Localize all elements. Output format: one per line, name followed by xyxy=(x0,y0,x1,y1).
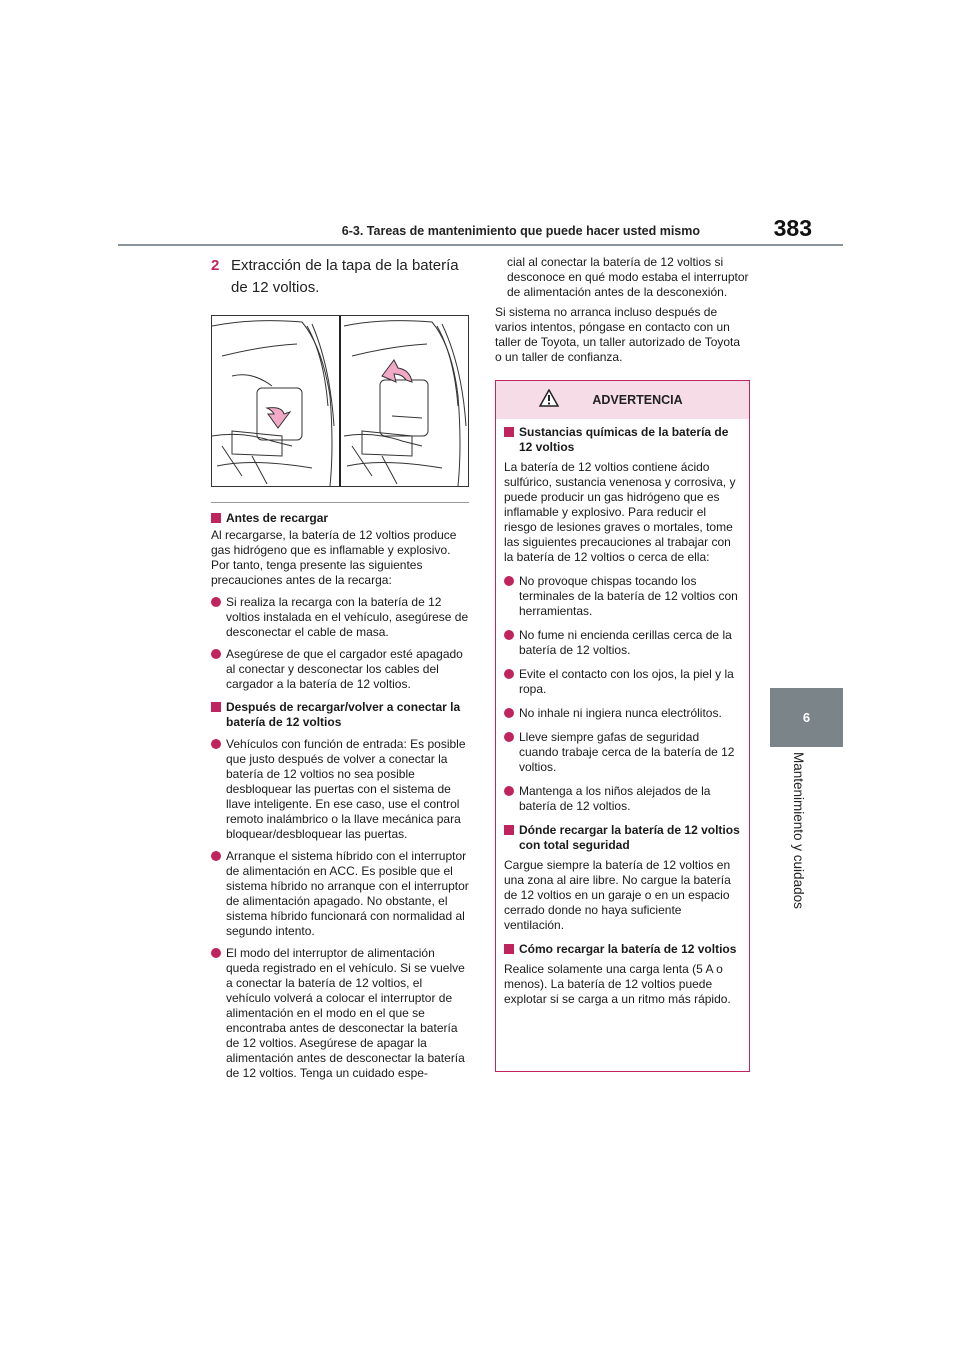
square-bullet-icon xyxy=(211,513,221,523)
heading-text: Dónde recargar la batería de 12 voltios con total seguridad xyxy=(519,823,740,852)
paragraph: Realice solamente una carga lenta (5 A o menos). La batería de 12 voltios puede explotar si se carga a un ritmo más rápido. xyxy=(504,962,731,1006)
circle-bullet-icon xyxy=(504,576,514,586)
square-bullet-icon xyxy=(211,702,221,712)
warning-box xyxy=(495,380,750,1072)
step-text: Extracción de la tapa de la batería de 12 voltios. xyxy=(231,257,459,296)
warning-heading xyxy=(504,823,741,853)
heading-text: Cómo recargar la batería de 12 voltios xyxy=(519,942,737,956)
section-title: 6-3. Tareas de mantenimiento que puede hacer usted mismo xyxy=(341,224,700,238)
paragraph: Al recargarse, la batería de 12 voltios produce gas hidrógeno que es inflamable y explosivo. Por tanto, tenga presente las siguientes precauciones antes de la recarga: xyxy=(211,528,457,587)
list-item-text: Evite el contacto con los ojos, la piel y la ropa. xyxy=(519,667,734,696)
list-item-text: No fume ni encienda cerillas cerca de la batería de 12 voltios. xyxy=(519,628,732,657)
list-item xyxy=(504,706,741,721)
list-item-text: Vehículos con función de entrada: Es posible que justo después de volver a conectar la batería de 12 voltios no sea posible desbloquear las puertas con el sistema de llave inteligente. En ese caso, use el control remoto inalámbrico o la llave mecánica para bloquear/desbloquear las puertas. xyxy=(226,737,466,841)
circle-bullet-icon xyxy=(211,851,221,861)
list-item xyxy=(504,574,741,619)
circle-bullet-icon xyxy=(211,948,221,958)
header-divider xyxy=(118,244,843,246)
circle-bullet-icon xyxy=(211,649,221,659)
heading-text: Después de recargar/volver a conectar la batería de 12 voltios xyxy=(226,700,461,729)
list-item-text: Asegúrese de que el cargador esté apagado al conectar y desconectar los cables del cargador a la batería de 12 voltios. xyxy=(226,647,463,691)
heading-before-charging xyxy=(211,511,469,526)
illustration-drawing xyxy=(212,316,468,486)
heading-text: Sustancias químicas de la batería de 12 voltios xyxy=(519,425,729,454)
warning-triangle-icon xyxy=(539,389,559,407)
continuation-text: cial al conectar la batería de 12 voltios si desconoce en qué modo estaba el interruptor de alimentación antes de la desconexión. xyxy=(507,255,749,299)
paragraph: Si sistema no arranca incluso después de varios intentos, póngase en contacto con un taller de Toyota, un taller autorizado de Toyota o un taller de confianza. xyxy=(495,305,741,364)
list-item-text: No provoque chispas tocando los terminales de la batería de 12 voltios con herramientas. xyxy=(519,574,738,618)
heading-text: Antes de recargar xyxy=(226,511,329,525)
paragraph: Cargue siempre la batería de 12 voltios en una zona al aire libre. No cargue la batería de 12 voltios en un garaje o en un espacio cerrado donde no haya suficiente ventilación. xyxy=(504,858,731,932)
warning-heading xyxy=(504,425,741,455)
circle-bullet-icon xyxy=(504,732,514,742)
list-item xyxy=(211,946,469,1081)
warning-body xyxy=(496,419,749,1007)
circle-bullet-icon xyxy=(504,786,514,796)
list-item-text: Arranque el sistema híbrido con el interruptor de alimentación en ACC. Es posible que el sistema híbrido no arranque con el interruptor de alimentación apagado. No obstante, el sistema híbrido funcionará con normalidad al segundo intento. xyxy=(226,849,469,938)
list-item-text: Mantenga a los niños alejados de la batería de 12 voltios. xyxy=(519,784,711,813)
list-item xyxy=(211,647,469,692)
square-bullet-icon xyxy=(504,427,514,437)
right-column xyxy=(495,255,750,1072)
list-item xyxy=(211,737,469,842)
circle-bullet-icon xyxy=(504,630,514,640)
chapter-label: Mantenimiento y cuidados xyxy=(791,752,806,909)
warning-header xyxy=(496,381,749,419)
square-bullet-icon xyxy=(504,825,514,835)
circle-bullet-icon xyxy=(504,708,514,718)
chapter-tab: 6 xyxy=(770,688,843,747)
list-item xyxy=(211,595,469,640)
battery-cover-illustration xyxy=(211,315,469,487)
circle-bullet-icon xyxy=(211,739,221,749)
list-item xyxy=(504,667,741,697)
list-item xyxy=(504,784,741,814)
list-item xyxy=(504,730,741,775)
step-number: 2 xyxy=(211,257,220,274)
page-number: 383 xyxy=(773,215,812,241)
paragraph: La batería de 12 voltios contiene ácido sulfúrico, sustancia venenosa y corrosiva, y puede producir un gas hidrógeno que es inflamable y explosivo. Para reducir el riesgo de lesiones graves o mortales, tome las siguientes precauciones al trabajar con la batería de 12 voltios o cerca de ella: xyxy=(504,460,736,564)
left-column xyxy=(211,255,469,1081)
list-item-text: No inhale ni ingiera nunca electrólitos. xyxy=(519,706,722,720)
list-item-text: Si realiza la recarga con la batería de 12 voltios instalada en el vehículo, asegúrese de desconectar el cable de masa. xyxy=(226,595,469,639)
circle-bullet-icon xyxy=(211,597,221,607)
circle-bullet-icon xyxy=(504,669,514,679)
warning-heading xyxy=(504,942,741,957)
list-item xyxy=(504,628,741,658)
figure-divider xyxy=(211,502,469,503)
list-item xyxy=(211,849,469,939)
list-item-text: Lleve siempre gafas de seguridad cuando trabaje cerca de la batería de 12 voltios. xyxy=(519,730,735,774)
square-bullet-icon xyxy=(504,944,514,954)
list-item-text: El modo del interruptor de alimentación queda registrado en el vehículo. Si se vuelve a conectar la batería de 12 voltios, el vehículo volverá a colocar el interruptor de alimentación en el modo en el que se encontraba antes de desconectar la batería de 12 voltios. Asegúrese de apagar la alimentación antes de desconectar la batería de 12 voltios. Tenga un cuidado espe- xyxy=(226,946,465,1080)
heading-after-charging xyxy=(211,700,469,730)
step-item xyxy=(211,255,469,299)
warning-title: ADVERTENCIA xyxy=(592,393,683,407)
